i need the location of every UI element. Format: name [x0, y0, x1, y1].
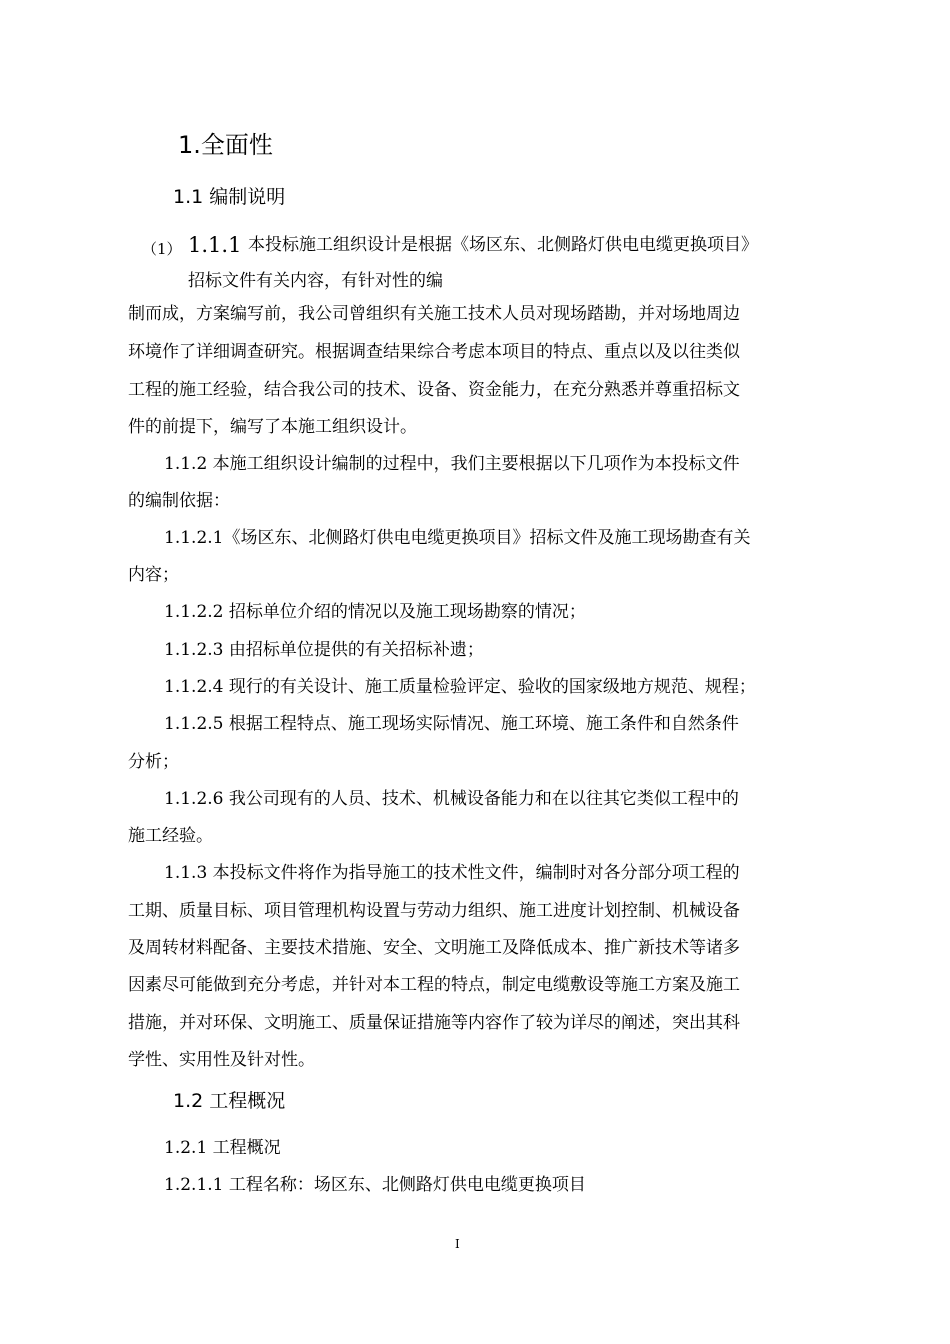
item-marker: （1）: [142, 240, 182, 258]
paragraph-1-1-3-line: 工期、质量目标、项目管理机构设置与劳动力组织、施工进度计划控制、机械设备: [128, 901, 740, 921]
paragraph-1-1-2-line: 的编制依据：: [128, 491, 230, 511]
paragraph-line: 件的前提下，编写了本施工组织设计。: [128, 417, 417, 437]
heading-main: 1.全面性: [178, 131, 273, 159]
paragraph-1-1-2-6-line: 1.1.2.6 我公司现有的人员、技术、机械设备能力和在以往其它类似工程中的: [164, 789, 739, 809]
paragraph-1-2-1: 1.2.1 工程概况: [164, 1138, 281, 1158]
paragraph-1-1-2-5-line: 分析；: [128, 752, 179, 772]
paragraph-1-1-3-line: 因素尽可能做到充分考虑，并针对本工程的特点，制定电缆敷设等施工方案及施工: [128, 975, 740, 995]
paragraph-line: 工程的施工经验，结合我公司的技术、设备、资金能力，在充分熟悉并尊重招标文: [128, 380, 740, 400]
item-number-1-1-1: 1.1.1: [188, 233, 242, 257]
paragraph-1-1-3-line: 学性、实用性及针对性。: [128, 1050, 315, 1070]
item-1-1-1-line-2: 招标文件有关内容，有针对性的编: [188, 271, 443, 291]
paragraph-1-1-2-3: 1.1.2.3 由招标单位提供的有关招标补遗；: [164, 640, 484, 660]
paragraph-1-1-2-6-line: 施工经验。: [128, 826, 213, 846]
paragraph-line: 制而成，方案编写前，我公司曾组织有关施工技术人员对现场踏勘，并对场地周边: [128, 304, 740, 324]
paragraph-1-1-3-line: 1.1.3 本投标文件将作为指导施工的技术性文件，编制时对各分部分项工程的: [164, 863, 740, 883]
item-1-1-1-line-1: 本投标施工组织设计是根据《场区东、北侧路灯供电电缆更换项目》: [248, 235, 758, 255]
paragraph-line: 环境作了详细调查研究。根据调查结果综合考虑本项目的特点、重点以及以往类似: [128, 342, 740, 362]
paragraph-1-1-2-line: 1.1.2 本施工组织设计编制的过程中，我们主要根据以下几项作为本投标文件: [164, 454, 740, 474]
page-number: I: [455, 1237, 460, 1251]
heading-1-2: 1.2 工程概况: [173, 1090, 286, 1112]
paragraph-1-1-2-1-line: 内容；: [128, 565, 179, 585]
paragraph-1-1-2-5-line: 1.1.2.5 根据工程特点、施工现场实际情况、施工环境、施工条件和自然条件: [164, 714, 739, 734]
paragraph-1-1-2-4: 1.1.2.4 现行的有关设计、施工质量检验评定、验收的国家级地方规范、规程；: [164, 677, 756, 697]
heading-1-1: 1.1 编制说明: [173, 186, 286, 208]
paragraph-1-1-3-line: 措施，并对环保、文明施工、质量保证措施等内容作了较为详尽的阐述，突出其科: [128, 1013, 740, 1033]
paragraph-1-1-2-2: 1.1.2.2 招标单位介绍的情况以及施工现场勘察的情况；: [164, 602, 586, 622]
paragraph-1-2-1-1: 1.2.1.1 工程名称：场区东、北侧路灯供电电缆更换项目: [164, 1175, 586, 1195]
paragraph-1-1-3-line: 及周转材料配备、主要技术措施、安全、文明施工及降低成本、推广新技术等诸多: [128, 938, 740, 958]
paragraph-1-1-2-1-line: 1.1.2.1《场区东、北侧路灯供电电缆更换项目》招标文件及施工现场勘查有关: [164, 528, 751, 548]
